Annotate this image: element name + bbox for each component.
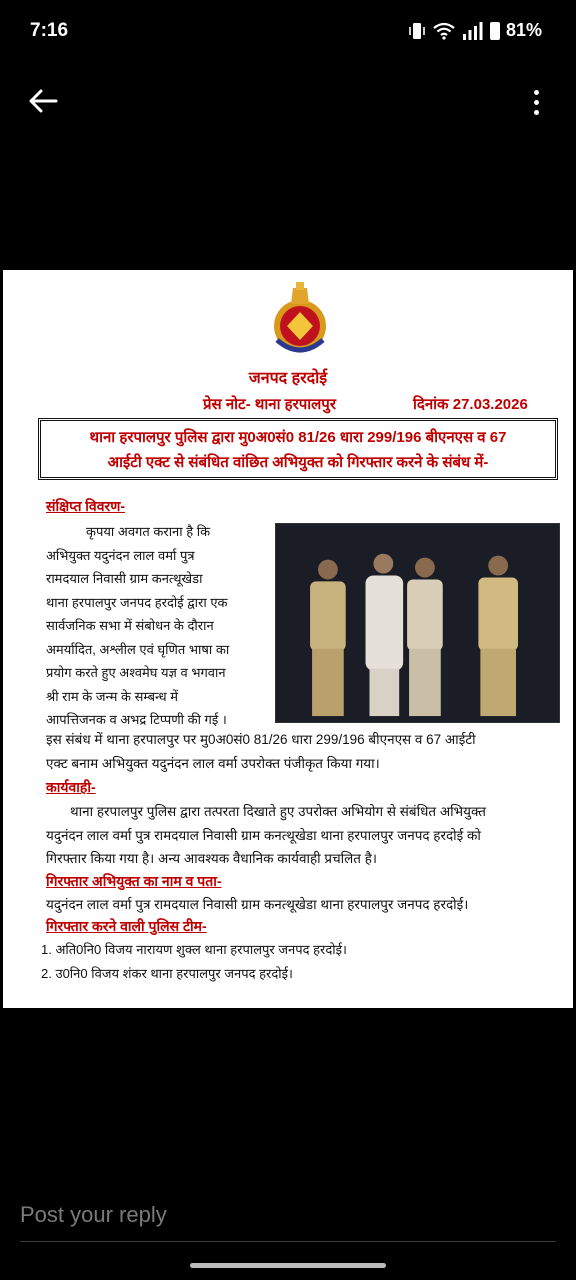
arrested-line: यदुनंदन लाल वर्मा पुत्र रामदयाल निवासी ग्राम कनत्थूखेडा थाना हरपालपुर जनपद हरदोई। bbox=[46, 897, 469, 912]
summary-heading: संक्षिप्त विवरण- bbox=[46, 498, 126, 514]
status-time: 7:16 bbox=[30, 20, 69, 41]
home-indicator[interactable] bbox=[190, 1263, 386, 1268]
vibrate-icon bbox=[408, 21, 426, 41]
district-title: जनपद हरदोई bbox=[248, 370, 328, 387]
wifi-icon bbox=[432, 22, 456, 40]
up-police-emblem-icon bbox=[265, 280, 335, 358]
arrest-photo bbox=[275, 523, 560, 723]
arrested-heading: गिरफ्तार अभियुक्त का नाम व पता- bbox=[46, 873, 222, 889]
more-options-button[interactable] bbox=[526, 84, 546, 120]
summary-paragraph: कृपया अवगत कराना है कि अभियुक्त यदुनंदन लाल वर्मा पुत्र रामदयाल निवासी ग्राम कनत्थूखेडा थाना हरपालपुर जनपद हरदोई द्वारा एक सार्वजनिक सभा में संबोधन के दौरान अमर्यादित, अश्लील एवं घृणित भाषा का प्रयोग करते हुए अश्वमेघ यज्ञ व भगवान श्री राम के जन्म के सम्बन्ध में आपत्तिजनक व अभद्र टिप्पणी की गई । bbox=[46, 524, 230, 727]
more-vert-icon bbox=[534, 90, 539, 95]
action-paragraph: थाना हरपालपुर पुलिस द्वारा तत्परता दिखाते हुए उपरोक्त अभियोग से संबंधित अभियुक्त यदुनंदन लाल वर्मा पुत्र रामदयाल निवासी ग्राम कनत्थूखेडा थाना हरपालपुर जनपद हरदोई को गिरफ्तार किया गया है। अन्य आवश्यक वैधानिक कार्यवाही प्रचलित है। bbox=[46, 804, 486, 866]
officer-2 bbox=[407, 558, 443, 716]
action-heading: कार्यवाही- bbox=[46, 779, 96, 795]
signal-icon bbox=[462, 22, 484, 40]
accused-person bbox=[366, 554, 404, 716]
press-note-image[interactable] bbox=[3, 270, 573, 1008]
team-member: 1. अति0नि0 विजय नारायण शुक्ल थाना हरपालपुर जनपद हरदोई। bbox=[41, 942, 347, 957]
summary-tail: इस संबंध में थाना हरपालपुर पर मु0अ0सं0 81/26 धारा 299/196 बीएनएस व 67 आईटी एक्ट बनाम अभियुक्त यदुनंदन लाल वर्मा उपरोक्त पंजीकृत किया गया। bbox=[46, 732, 476, 771]
officer-1 bbox=[310, 560, 346, 716]
top-bar bbox=[0, 80, 576, 124]
back-button[interactable] bbox=[26, 84, 66, 120]
subject-box bbox=[38, 418, 558, 480]
team-heading: गिरफ्तार करने वाली पुलिस टीम- bbox=[46, 918, 207, 934]
reply-bar bbox=[0, 1190, 576, 1280]
team-member: 2. उ0नि0 विजय शंकर थाना हरपालपुर जनपद हरदोई। bbox=[41, 965, 293, 981]
status-icons bbox=[408, 20, 542, 41]
divider bbox=[20, 1241, 556, 1242]
team-list bbox=[41, 938, 561, 985]
officer-3 bbox=[478, 556, 518, 716]
battery-percent: 81% bbox=[505, 20, 542, 40]
battery-icon bbox=[490, 22, 500, 40]
subject-line-2: आईटी एक्ट से संबंधित वांछित अभियुक्त को गिरफ्तार करने के संबंध में- bbox=[107, 454, 489, 471]
reply-input[interactable]: Post your reply bbox=[20, 1202, 167, 1227]
arrow-left-icon bbox=[26, 84, 60, 118]
status-bar bbox=[0, 0, 576, 66]
subject-line-1: थाना हरपालपुर पुलिस द्वारा मु0अ0सं0 81/26 धारा 299/196 बीएनएस व 67 bbox=[89, 429, 507, 446]
press-note-date: दिनांक 27.03.2026 bbox=[413, 396, 528, 413]
press-note-title: प्रेस नोट- थाना हरपालपुर bbox=[203, 396, 336, 413]
